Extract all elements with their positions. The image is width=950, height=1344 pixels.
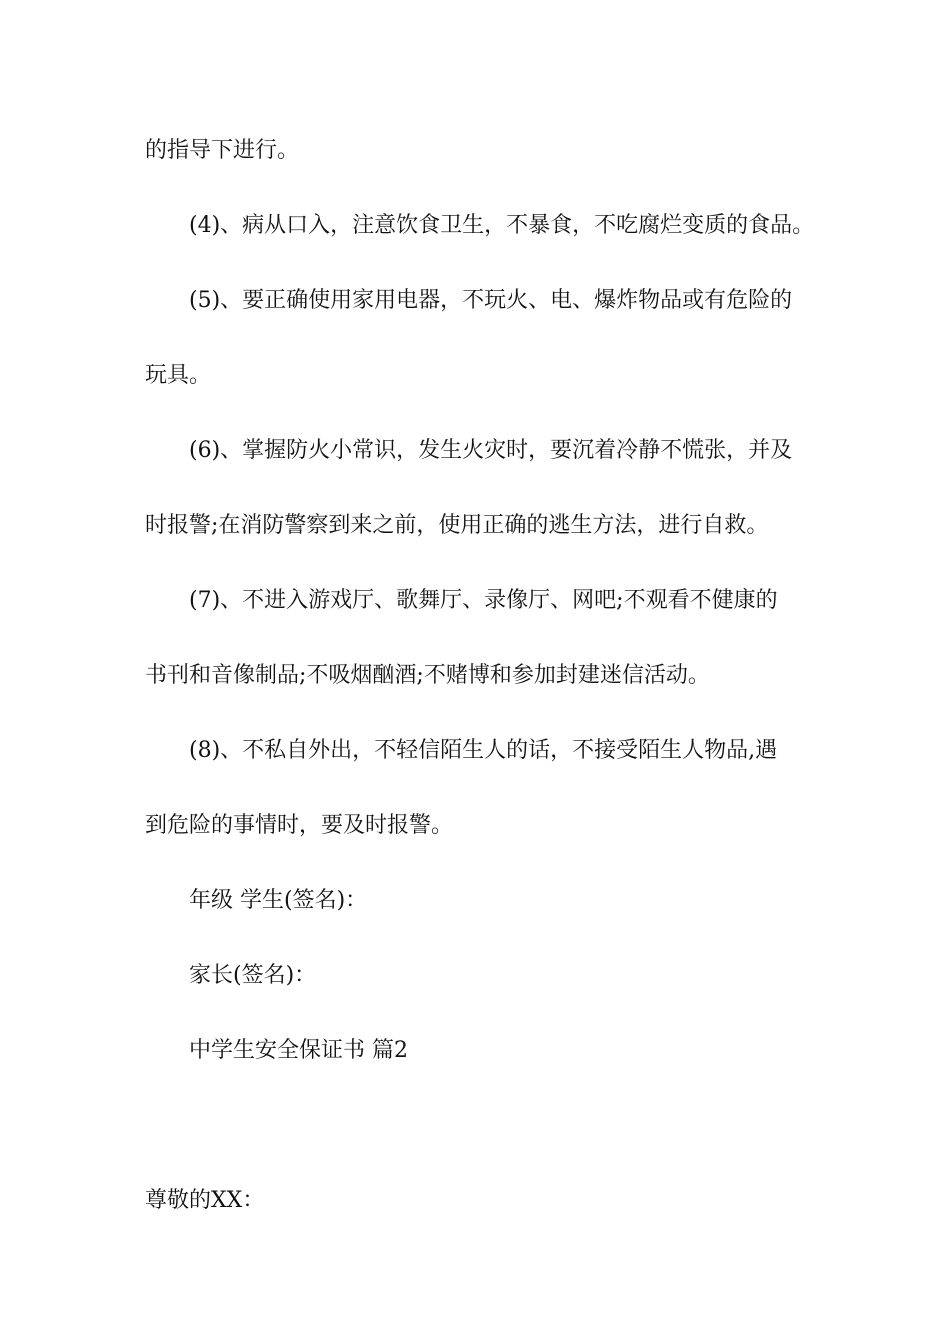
paragraph-line: 的指导下进行。: [145, 138, 300, 163]
item-7-line-1: (7)、不进入游戏厅、歌舞厅、录像厅、网吧;不观看不健康的: [189, 588, 778, 613]
student-signature-line: 年级 学生(签名)：: [189, 888, 368, 913]
parent-signature-line: 家长(签名)：: [189, 963, 317, 988]
item-5-line-2: 玩具。: [145, 363, 212, 388]
section-heading: 中学生安全保证书 篇2: [189, 1038, 408, 1063]
salutation-line: 尊敬的XX：: [145, 1188, 265, 1213]
item-6-line-1: (6)、掌握防火小常识，发生火灾时，要沉着冷静不慌张，并及: [189, 438, 793, 463]
item-7-line-2: 书刊和音像制品;不吸烟酗酒;不赌博和参加封建迷信活动。: [145, 663, 710, 688]
item-5-line-1: (5)、要正确使用家用电器，不玩火、电、爆炸物品或有危险的: [189, 288, 793, 313]
item-8-line-1: (8)、不私自外出，不轻信陌生人的话，不接受陌生人物品,遇: [189, 738, 778, 763]
item-8-line-2: 到危险的事情时，要及时报警。: [145, 813, 454, 838]
item-4-line: (4)、病从口入，注意饮食卫生，不暴食，不吃腐烂变质的食品。: [189, 213, 815, 238]
item-6-line-2: 时报警;在消防警察到来之前，使用正确的逃生方法，进行自救。: [145, 513, 769, 538]
